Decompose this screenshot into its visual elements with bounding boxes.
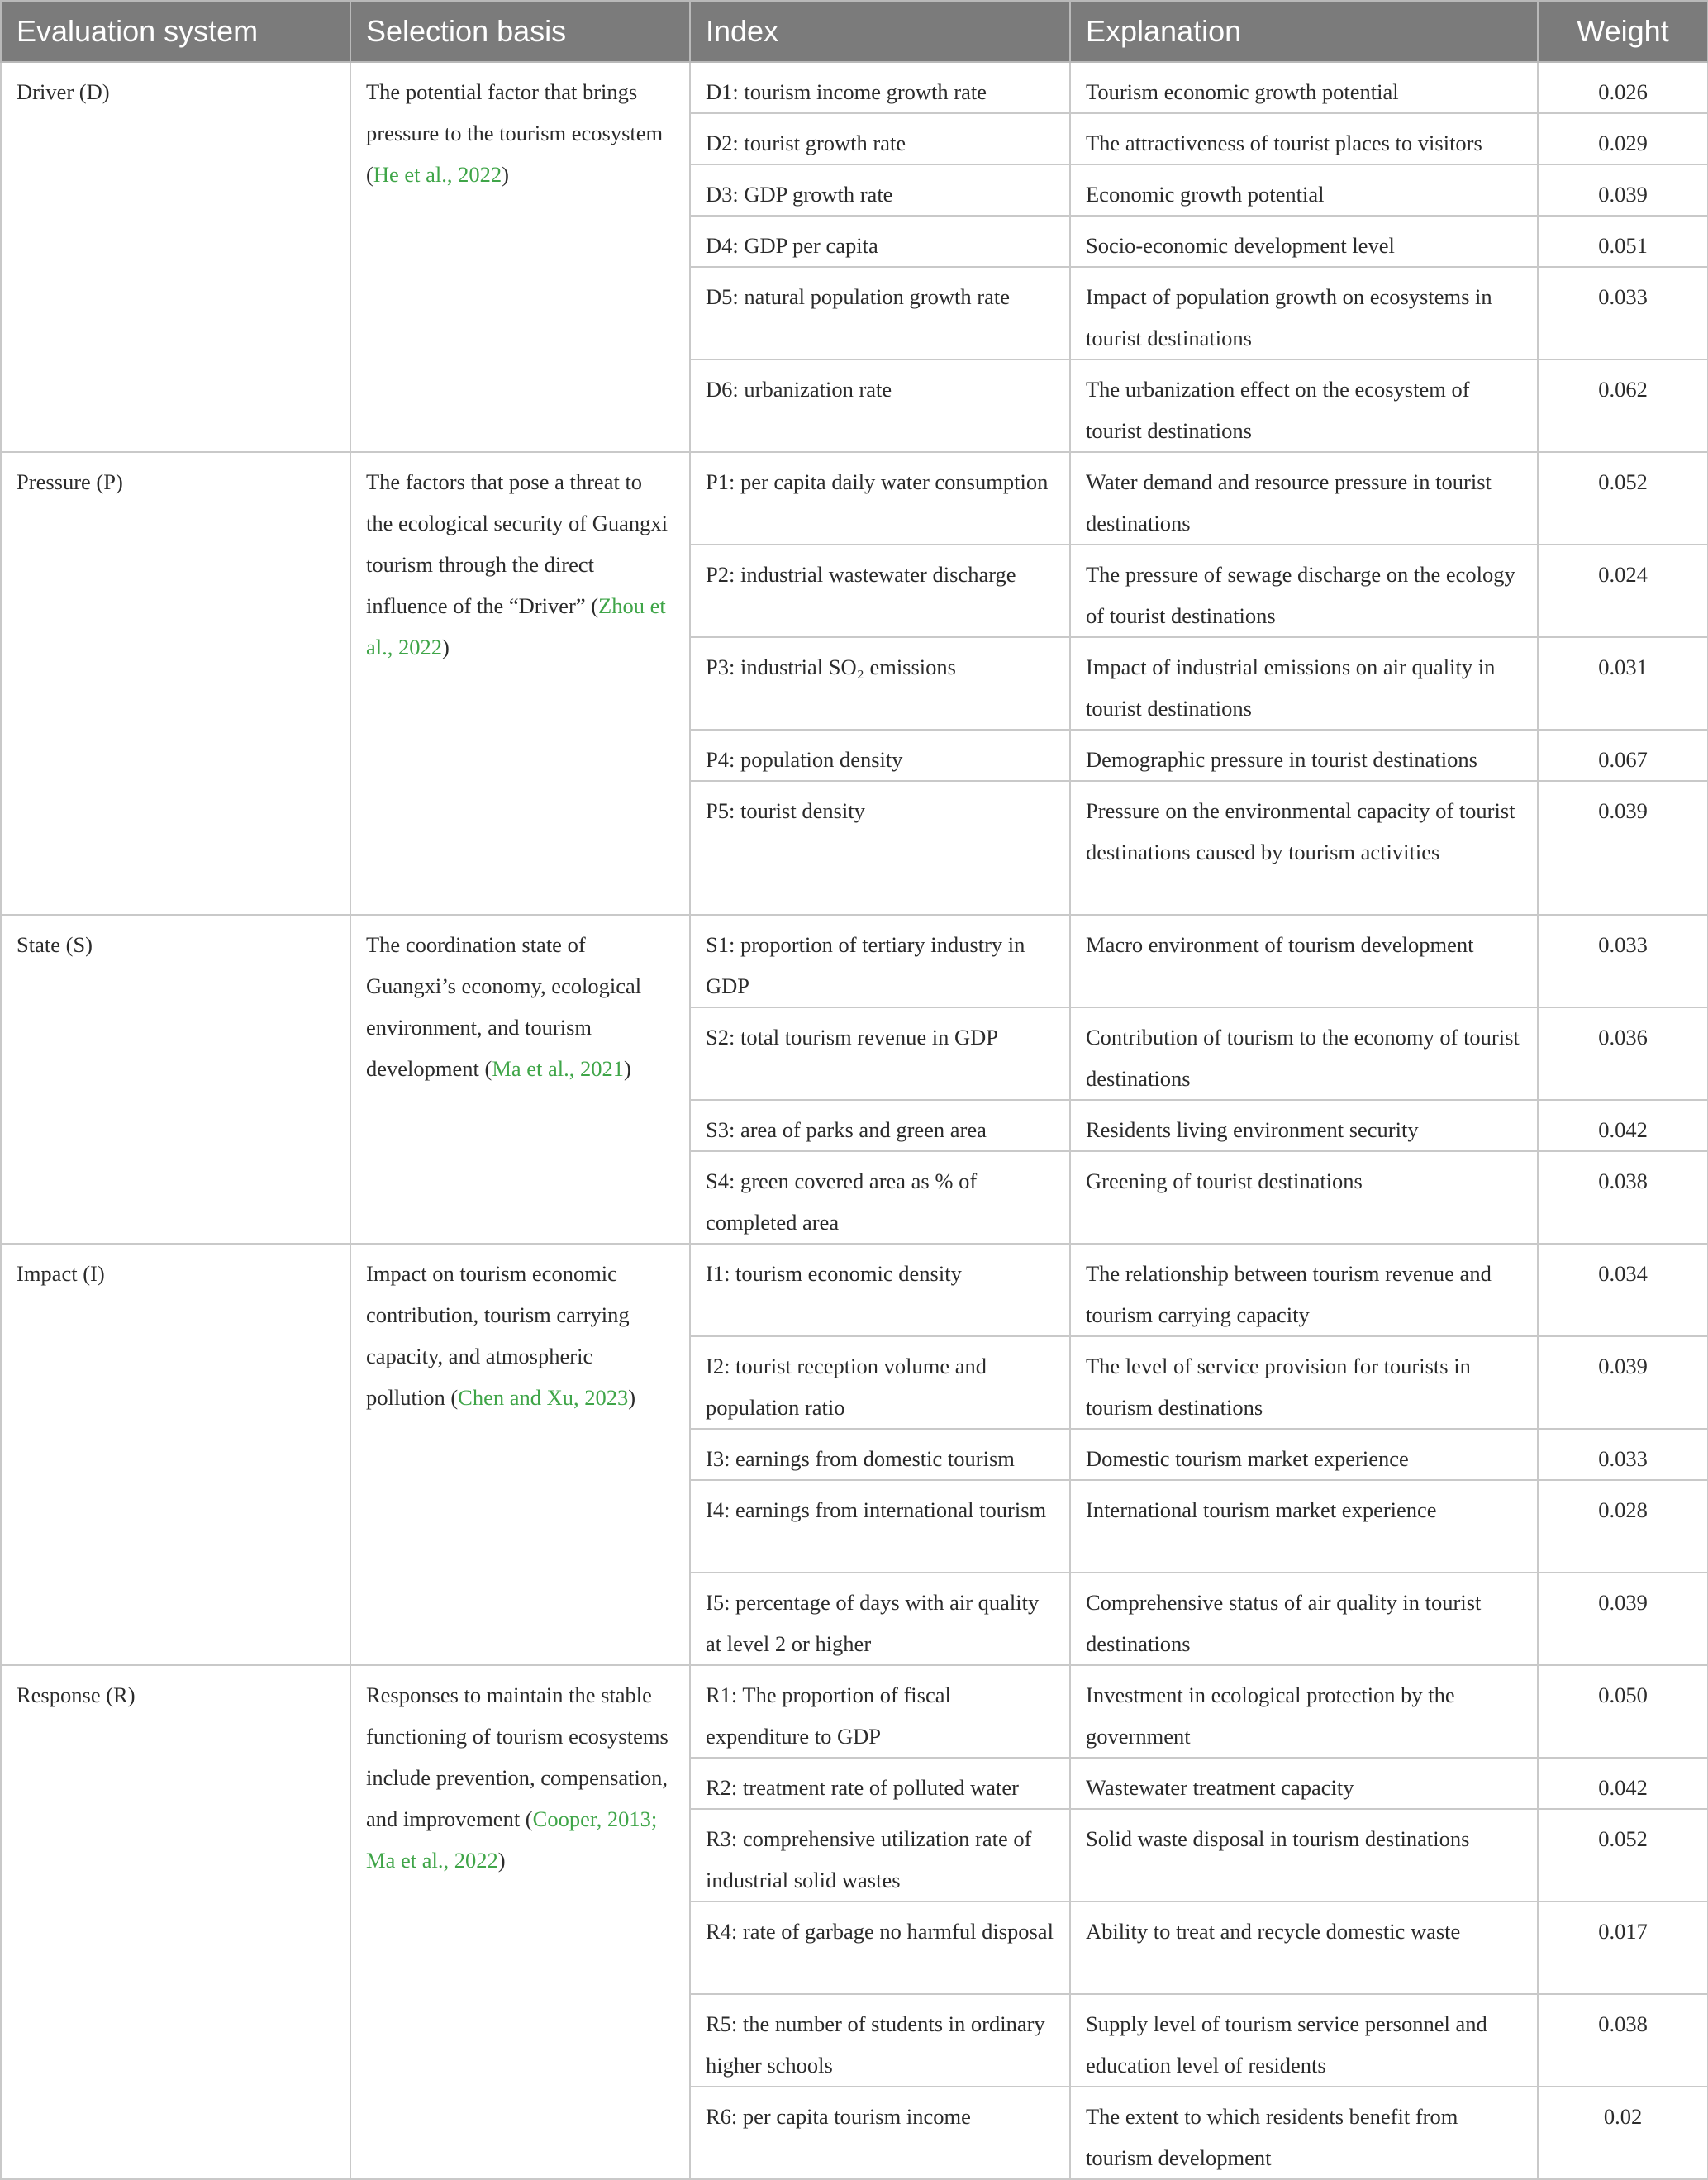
citation-link[interactable]: He et al., 2022 [373, 162, 502, 187]
weight-cell: 0.062 [1538, 359, 1708, 452]
citation-link[interactable]: Chen and Xu, 2023 [458, 1385, 629, 1410]
index-cell: P1: per capita daily water consumption [690, 452, 1070, 545]
table-row [1, 1665, 1708, 1758]
header-row [1, 1, 1708, 62]
weight-cell: 0.039 [1538, 164, 1708, 216]
header-explanation: Explanation [1070, 1, 1538, 62]
citation-link[interactable]: Ma et al., 2021 [492, 1056, 625, 1081]
explanation-cell: Residents living environment security [1070, 1100, 1538, 1151]
weight-cell: 0.026 [1538, 62, 1708, 113]
weight-cell: 0.028 [1538, 1480, 1708, 1573]
weight-cell: 0.039 [1538, 1336, 1708, 1429]
selection-basis-text: The factors that pose a threat to the ecological security of Guangxi tourism through the direct influence of the “Driver” ( [366, 469, 668, 618]
explanation-cell: The urbanization effect on the ecosystem of tourist destinations [1070, 359, 1538, 452]
header-selection-basis: Selection basis [350, 1, 690, 62]
table-row [1, 62, 1708, 113]
index-cell: D4: GDP per capita [690, 216, 1070, 267]
index-cell: R2: treatment rate of polluted water [690, 1758, 1070, 1809]
index-cell: I1: tourism economic density [690, 1244, 1070, 1336]
weight-cell: 0.038 [1538, 1994, 1708, 2087]
citation-link[interactable]: Cooper, 2013; Ma et al., 2022 [366, 1806, 658, 1873]
explanation-cell: International tourism market experience [1070, 1480, 1538, 1573]
index-cell: S4: green covered area as % of completed area [690, 1151, 1070, 1244]
index-cell: I3: earnings from domestic tourism [690, 1429, 1070, 1480]
explanation-cell: Macro environment of tourism development [1070, 915, 1538, 1007]
weight-cell: 0.036 [1538, 1007, 1708, 1100]
selection-basis-text: The potential factor that brings pressure to the tourism ecosystem ( [366, 79, 664, 187]
explanation-cell: The pressure of sewage discharge on the ecology of tourist destinations [1070, 545, 1538, 637]
weight-cell: 0.067 [1538, 730, 1708, 781]
explanation-cell: The extent to which residents benefit from tourism development [1070, 2087, 1538, 2179]
explanation-cell: Greening of tourist destinations [1070, 1151, 1538, 1244]
explanation-cell: Economic growth potential [1070, 164, 1538, 216]
index-cell: I4: earnings from international tourism [690, 1480, 1070, 1573]
index-cell: R5: the number of students in ordinary higher schools [690, 1994, 1070, 2087]
evaluation-system-cell: Impact (I) [1, 1244, 350, 1665]
table-body [1, 62, 1708, 2179]
explanation-cell: Tourism economic growth potential [1070, 62, 1538, 113]
weight-cell: 0.033 [1538, 267, 1708, 359]
explanation-cell: Pressure on the environmental capacity of tourist destinations caused by tourism activities [1070, 781, 1538, 915]
explanation-cell: The attractiveness of tourist places to visitors [1070, 113, 1538, 164]
weight-cell: 0.050 [1538, 1665, 1708, 1758]
explanation-cell: Contribution of tourism to the economy of tourist destinations [1070, 1007, 1538, 1100]
weight-cell: 0.052 [1538, 452, 1708, 545]
weight-cell: 0.031 [1538, 637, 1708, 730]
selection-basis-cell [350, 62, 690, 452]
weight-cell: 0.052 [1538, 1809, 1708, 1902]
explanation-cell: Solid waste disposal in tourism destinations [1070, 1809, 1538, 1902]
explanation-cell: The relationship between tourism revenue and tourism carrying capacity [1070, 1244, 1538, 1336]
index-cell: P3: industrial SO₂ emissions [690, 637, 1070, 730]
index-cell: R6: per capita tourism income [690, 2087, 1070, 2179]
weight-cell: 0.033 [1538, 915, 1708, 1007]
header-weight: Weight [1538, 1, 1708, 62]
explanation-cell: Impact of population growth on ecosystems in tourist destinations [1070, 267, 1538, 359]
weight-cell: 0.042 [1538, 1758, 1708, 1809]
selection-basis-cell [350, 915, 690, 1244]
selection-basis-text: Impact on tourism economic contribution, tourism carrying capacity, and atmospheric pollution ( [366, 1261, 630, 1410]
header-index: Index [690, 1, 1070, 62]
weight-cell: 0.039 [1538, 1573, 1708, 1665]
evaluation-system-cell: Response (R) [1, 1665, 350, 2179]
index-cell: R4: rate of garbage no harmful disposal [690, 1902, 1070, 1994]
selection-basis-tail: ) [628, 1385, 636, 1410]
index-cell: S2: total tourism revenue in GDP [690, 1007, 1070, 1100]
explanation-cell: The level of service provision for tourists in tourism destinations [1070, 1336, 1538, 1429]
explanation-cell: Impact of industrial emissions on air quality in tourist destinations [1070, 637, 1538, 730]
selection-basis-tail: ) [497, 1848, 506, 1873]
selection-basis-cell [350, 452, 690, 915]
index-cell: D6: urbanization rate [690, 359, 1070, 452]
weight-cell: 0.039 [1538, 781, 1708, 915]
explanation-cell: Investment in ecological protection by the government [1070, 1665, 1538, 1758]
selection-basis-tail: ) [624, 1056, 631, 1081]
explanation-cell: Socio-economic development level [1070, 216, 1538, 267]
selection-basis-text: The coordination state of Guangxi’s economy, ecological environment, and tourism development ( [366, 932, 642, 1081]
evaluation-system-cell: Driver (D) [1, 62, 350, 452]
header-evaluation-system: Evaluation system [1, 1, 350, 62]
explanation-cell: Ability to treat and recycle domestic waste [1070, 1902, 1538, 1994]
index-cell: R1: The proportion of fiscal expenditure to GDP [690, 1665, 1070, 1758]
explanation-cell: Water demand and resource pressure in tourist destinations [1070, 452, 1538, 545]
index-cell: I5: percentage of days with air quality at level 2 or higher [690, 1573, 1070, 1665]
index-cell: D5: natural population growth rate [690, 267, 1070, 359]
index-cell: D2: tourist growth rate [690, 113, 1070, 164]
index-cell: R3: comprehensive utilization rate of industrial solid wastes [690, 1809, 1070, 1902]
weight-cell: 0.051 [1538, 216, 1708, 267]
index-cell: P2: industrial wastewater discharge [690, 545, 1070, 637]
index-cell: P5: tourist density [690, 781, 1070, 915]
index-cell: I2: tourist reception volume and population ratio [690, 1336, 1070, 1429]
weight-cell: 0.033 [1538, 1429, 1708, 1480]
citation-link[interactable]: Zhou et al., 2022 [366, 593, 666, 659]
explanation-cell: Wastewater treatment capacity [1070, 1758, 1538, 1809]
weight-cell: 0.042 [1538, 1100, 1708, 1151]
index-cell: D3: GDP growth rate [690, 164, 1070, 216]
explanation-cell: Supply level of tourism service personnel and education level of residents [1070, 1994, 1538, 2087]
weight-cell: 0.034 [1538, 1244, 1708, 1336]
table-row [1, 915, 1708, 1007]
weight-cell: 0.029 [1538, 113, 1708, 164]
index-cell: P4: population density [690, 730, 1070, 781]
index-cell: S1: proportion of tertiary industry in GDP [690, 915, 1070, 1007]
weight-cell: 0.02 [1538, 2087, 1708, 2179]
selection-basis-text: Responses to maintain the stable functioning of tourism ecosystems include prevention, compensation, and improvement ( [366, 1683, 668, 1831]
table-row [1, 452, 1708, 545]
selection-basis-tail: ) [442, 635, 450, 659]
weight-cell: 0.017 [1538, 1902, 1708, 1994]
index-cell: S3: area of parks and green area [690, 1100, 1070, 1151]
index-cell: D1: tourism income growth rate [690, 62, 1070, 113]
table-row [1, 1244, 1708, 1336]
selection-basis-cell [350, 1244, 690, 1665]
explanation-cell: Domestic tourism market experience [1070, 1429, 1538, 1480]
weight-cell: 0.024 [1538, 545, 1708, 637]
evaluation-system-cell: Pressure (P) [1, 452, 350, 915]
selection-basis-tail: ) [502, 162, 509, 187]
selection-basis-cell [350, 1665, 690, 2179]
explanation-cell: Comprehensive status of air quality in tourist destinations [1070, 1573, 1538, 1665]
evaluation-system-cell: State (S) [1, 915, 350, 1244]
explanation-cell: Demographic pressure in tourist destinations [1070, 730, 1538, 781]
weight-cell: 0.038 [1538, 1151, 1708, 1244]
